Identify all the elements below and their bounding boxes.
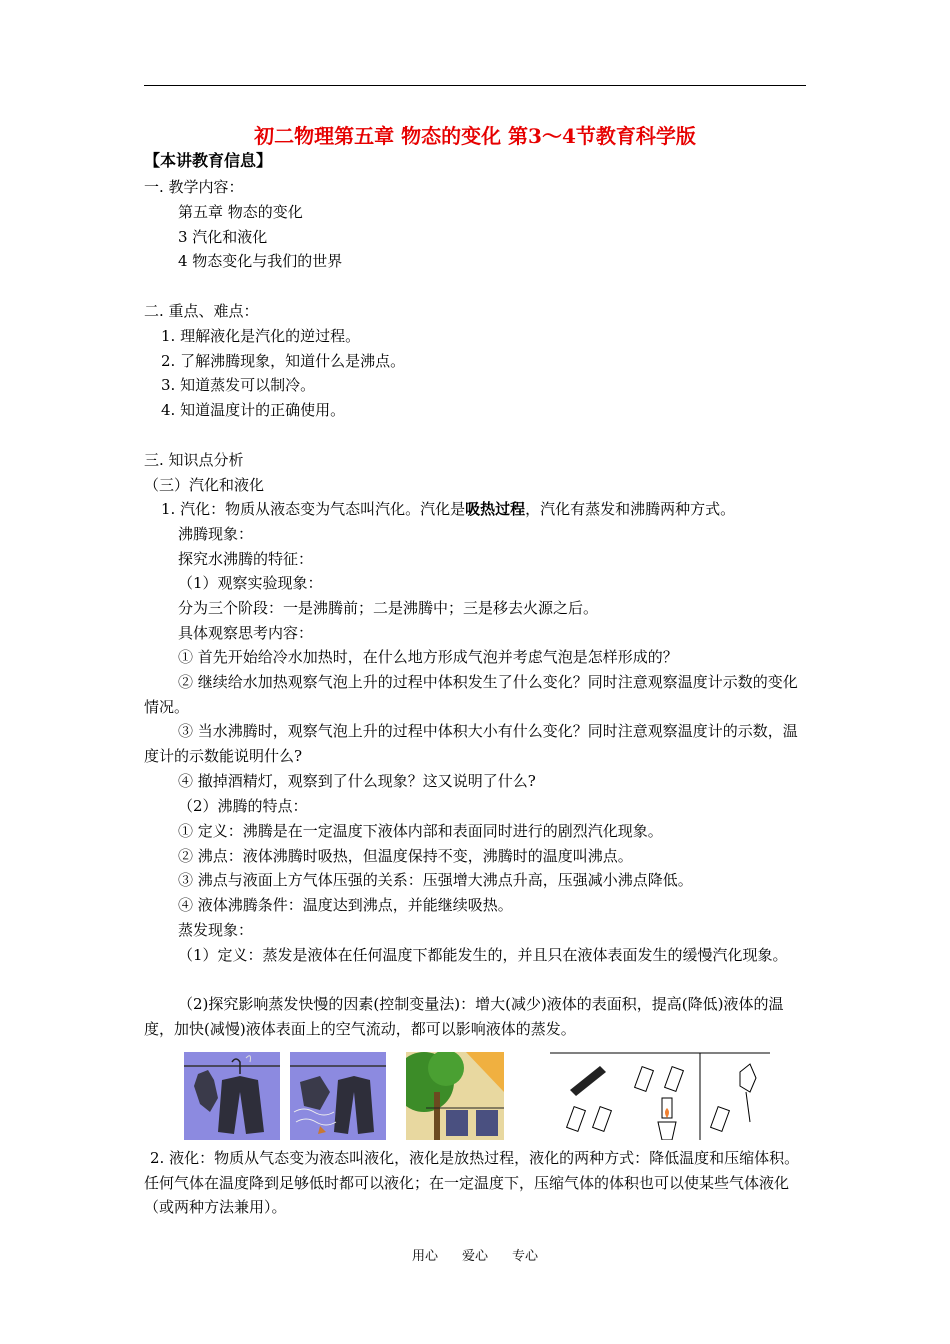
section2-item: 4. 知道温度计的正确使用。 <box>161 401 346 419</box>
section2-item: 1. 理解液化是汽化的逆过程。 <box>161 327 361 345</box>
explore-title: 探究水沸腾的特征： <box>178 550 314 568</box>
wet-cards-experiment-illustration <box>550 1052 770 1140</box>
feature-3: ③ 沸点与液面上方气体压强的关系：压强增大沸点升高，压强减小沸点降低。 <box>178 871 693 889</box>
question-1: ① 首先开始给冷水加热时，在什么地方形成气泡并考虑气泡是怎样形成的？ <box>178 648 678 666</box>
section2-heading: 二. 重点、难点： <box>144 302 259 320</box>
evaporation-factors: （2)探究影响蒸发快慢的因素(控制变量法)：增大(减少)液体的表面积，提高(降低)液体的温度，加快(减慢)液体表面上的空气流动，都可以影响液体的蒸发。 <box>144 995 784 1038</box>
page-title: 初二物理第五章 物态的变化 第3～4节教育科学版 <box>254 124 696 148</box>
windy-clothes-illustration <box>290 1052 386 1140</box>
section1-heading: 一. 教学内容： <box>144 178 244 196</box>
feature-2: ② 沸点：液体沸腾时吸热，但温度保持不变，沸腾时的温度叫沸点。 <box>178 847 633 865</box>
section1-item: 第五章 物态的变化 <box>178 203 303 221</box>
footer-text: 用心 <box>411 1249 438 1264</box>
section3-subheading: （三）汽化和液化 <box>144 476 265 494</box>
section1-item: 4 物态变化与我们的世界 <box>178 252 343 270</box>
liquefaction-paragraph: 2. 液化：物质从气态变为液态叫液化，液化是放热过程，液化的两种方式：降低温度和压缩体积。任何气体在温度降到足够低时都可以液化；在一定温度下，压缩气体的体积也可以使某些气体液化（或两种方法兼用）。 <box>144 1149 800 1216</box>
observe-title: （1）观察实验现象： <box>178 574 323 592</box>
footer-text: 专心 <box>512 1249 539 1264</box>
evaporation-title: 蒸发现象： <box>178 921 254 939</box>
header-rule <box>144 85 806 86</box>
info-heading: 【本讲教育信息】 <box>144 151 273 170</box>
stages-text: 分为三个阶段：一是沸腾前；二是沸腾中；三是移去火源之后。 <box>178 599 599 617</box>
question-2: ② 继续给水加热观察气泡上升的过程中体积发生了什么变化？同时注意观察温度计示数的变化情况。 <box>144 673 798 716</box>
section2-item: 3. 知道蒸发可以制冷。 <box>161 376 316 394</box>
feature-title: （2）沸腾的特点： <box>178 797 308 815</box>
section2-item: 2. 了解沸腾现象，知道什么是沸点。 <box>161 352 406 370</box>
evaporation-definition: （1）定义：蒸发是液体在任何温度下都能发生的，并且只在液体表面发生的缓慢汽化现象。 <box>178 946 788 964</box>
footer-text: 爱心 <box>461 1249 488 1264</box>
question-4: ④ 撤掉酒精灯，观察到了什么现象？这又说明了什么? <box>178 772 536 790</box>
section3-heading: 三. 知识点分析 <box>144 451 244 469</box>
think-title: 具体观察思考内容： <box>178 624 314 642</box>
page-footer <box>0 1248 950 1266</box>
boiling-title: 沸腾现象： <box>178 525 254 543</box>
feature-4: ④ 液体沸腾条件：温度达到沸点，并能继续吸热。 <box>178 896 513 914</box>
sun-tree-illustration <box>406 1052 504 1140</box>
section1-item: 3 汽化和液化 <box>178 228 268 246</box>
wet-clothes-illustration <box>184 1052 280 1140</box>
vaporization-paragraph: 1. 汽化：物质从液态变为气态叫汽化。汽化是吸热过程，汽化有蒸发和沸腾两种方式。 <box>161 500 736 518</box>
question-3: ③ 当水沸腾时，观察气泡上升的过程中体积大小有什么变化？同时注意观察温度计的示数，温度计的示数能说明什么? <box>144 722 798 765</box>
feature-1: ① 定义：沸腾是在一定温度下液体内部和表面同时进行的剧烈汽化现象。 <box>178 822 663 840</box>
